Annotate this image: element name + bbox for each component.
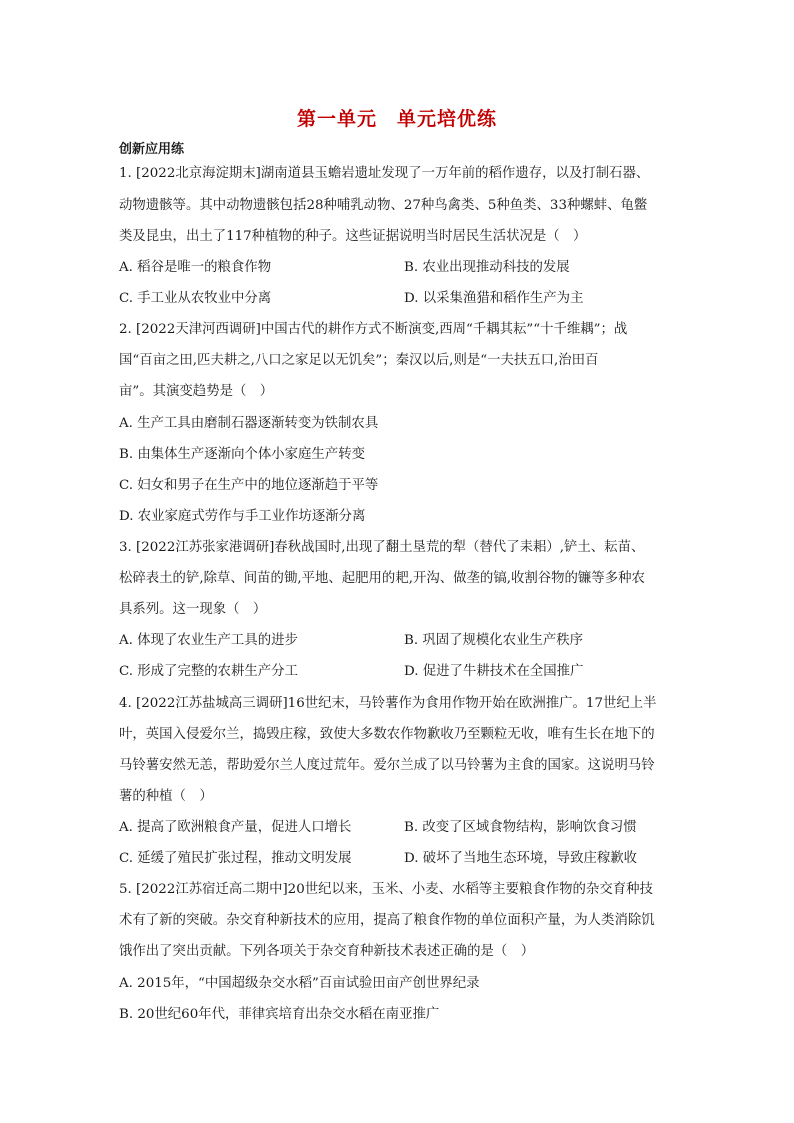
q4-option-d: D. 破坏了当地生态环境，导致庄稼歉收: [404, 851, 638, 866]
q2-line-1: 2. [2022天津河西调研]中国古代的耕作方式不断演变,西周“千耦其耘”“十千维耦”；战: [119, 322, 628, 337]
q2-line-3: 亩”。其演变趋势是（ ）: [119, 384, 274, 399]
q3-line-3: 具系列。这一现象（ ）: [119, 602, 267, 617]
q5-option-b: B. 20世纪60年代，菲律宾培育出杂交水稻在南亚推广: [119, 1007, 440, 1022]
q1-option-b: B. 农业出现推动科技的发展: [404, 260, 570, 275]
q2-option-d: D. 农业家庭式劳作与手工业作坊逐渐分离: [119, 509, 366, 524]
q4-line-4: 薯的种植（ ）: [119, 789, 213, 804]
q2-option-b: B. 由集体生产逐渐向个体小家庭生产转变: [119, 447, 365, 462]
q5-line-2: 术有了新的突破。杂交育种新技术的应用，提高了粮食作物的单位面积产量，为人类消除饥: [119, 913, 655, 928]
q4-option-c: C. 延缓了殖民扩张过程，推动文明发展: [119, 851, 352, 866]
q4-line-1: 4. [2022江苏盐城高三调研]16世纪末，马铃薯作为食用作物开始在欧洲推广。17世纪上半: [119, 696, 657, 711]
q4-option-b: B. 改变了区域食物结构，影响饮食习惯: [404, 820, 637, 835]
q1-line-3: 类及昆虫，出土了117种植物的种子。这些证据说明当时居民生活状况是（ ）: [119, 229, 587, 244]
q3-option-d: D. 促进了牛耕技术在全国推广: [404, 664, 584, 679]
q3-option-a: A. 体现了农业生产工具的进步: [119, 633, 298, 648]
q2-line-2: 国“百亩之田,匹夫耕之,八口之家足以无饥矣”；秦汉以后,则是“一夫扶五口,治田百: [119, 353, 599, 368]
q2-option-a: A. 生产工具由磨制石器逐渐转变为铁制农具: [119, 416, 379, 431]
q5-line-3: 饿作出了突出贡献。下列各项关于杂交育种新技术表述正确的是（ ）: [119, 944, 535, 959]
q4-option-a: A. 提高了欧洲粮食产量，促进人口增长: [119, 820, 352, 835]
q1-line-1: 1. [2022北京海淀期末]湖南道县玉蟾岩遗址发现了一万年前的稻作遗存，以及打制石器、: [119, 166, 650, 181]
q2-option-c: C. 妇女和男子在生产中的地位逐渐趋于平等: [119, 478, 379, 493]
q1-option-d: D. 以采集渔猎和稻作生产为主: [404, 291, 584, 306]
q4-line-3: 马铃薯安然无恙，帮助爱尔兰人度过荒年。爱尔兰成了以马铃薯为主食的国家。这说明马铃: [119, 758, 655, 773]
section-heading: 创新应用练: [119, 142, 185, 157]
q4-line-2: 叶，英国入侵爱尔兰，捣毁庄稼，致使大多数农作物歉收乃至颗粒无收，唯有生长在地下的: [119, 727, 655, 742]
q3-option-c: C. 形成了完整的农耕生产分工: [119, 664, 298, 679]
q5-line-1: 5. [2022江苏宿迁高二期中]20世纪以来，玉米、小麦、水稻等主要粮食作物的杂交育种技: [119, 882, 653, 897]
q1-option-a: A. 稻谷是唯一的粮食作物: [119, 260, 272, 275]
q3-option-b: B. 巩固了规模化农业生产秩序: [404, 633, 584, 648]
q5-option-a: A. 2015年，“中国超级杂交水稻”百亩试验田亩产创世界纪录: [119, 976, 480, 991]
q3-line-2: 松碎表土的铲,除草、间苗的锄,平地、起肥用的耙,开沟、做垄的镐,收割谷物的镰等多种农: [119, 571, 645, 586]
q1-line-2: 动物遗骸等。其中动物遗骸包括28种哺乳动物、27种鸟禽类、5种鱼类、33种螺蚌、龟鳖: [119, 198, 648, 213]
q1-option-c: C. 手工业从农牧业中分离: [119, 291, 272, 306]
page-title: 第一单元 单元培优练: [296, 108, 497, 130]
q3-line-1: 3. [2022江苏张家港调研]春秋战国时,出现了翻土垦荒的犁（替代了耒耜）,铲土、耘苗、: [119, 540, 645, 555]
